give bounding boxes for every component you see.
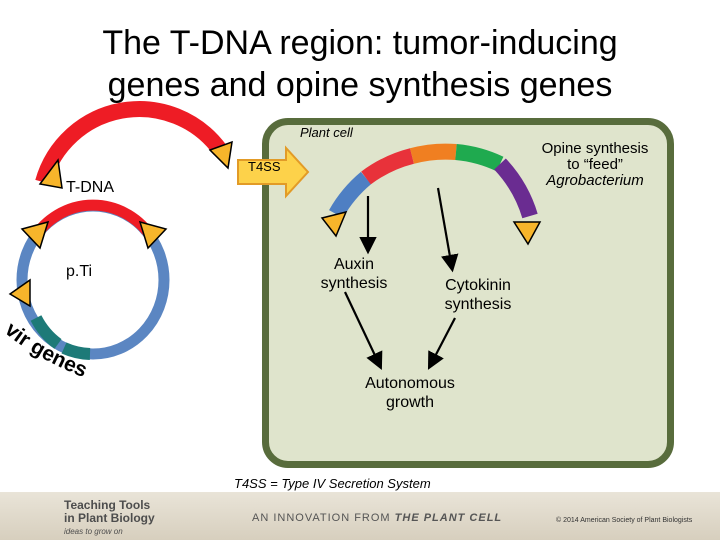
autonomous-growth-label: Autonomous growth [365, 375, 455, 411]
opine-synthesis-label [520, 141, 670, 189]
cytokinin-synthesis-label: Cytokinin synthesis [444, 277, 512, 313]
t4ss-label: T4SS [248, 159, 281, 174]
opine-line-3: Agrobacterium [546, 172, 644, 189]
innovation-journal: THE PLANT CELL [394, 512, 503, 524]
copyright-notice: © 2014 American Society of Plant Biologists [556, 517, 693, 524]
plant-cell-label: Plant cell [300, 125, 353, 140]
segment-orange [412, 152, 456, 156]
vir-genes-text: vir genes [0, 318, 91, 383]
cytokinin-to-growth-arrow [430, 318, 455, 366]
opine-line-2: to “feed” [567, 156, 623, 173]
excised-tdna-strand [43, 109, 220, 182]
segment-red [366, 156, 412, 178]
segment-blue [336, 178, 366, 214]
innovation-credit [252, 512, 502, 524]
opine-line-1: Opine synthesis [541, 140, 649, 157]
tdna-label: T-DNA [66, 179, 114, 196]
plasmid-tdna-segment [34, 205, 152, 238]
logo-text-line-1: Teaching Tools [64, 498, 151, 512]
innovation-prefix: AN INNOVATION FROM [252, 512, 391, 524]
auxin-synthesis-label: Auxin synthesis [320, 256, 388, 292]
cytokinin-arrow [438, 188, 452, 268]
title-line-1: The T-DNA region: tumor-inducing [102, 24, 618, 62]
segment-green [456, 152, 500, 164]
logo-tagline: ideas to grow on [64, 527, 123, 536]
auxin-to-growth-arrow [345, 292, 380, 366]
vir-genes-label [0, 318, 110, 388]
border-marker [514, 222, 540, 244]
border-marker [322, 212, 346, 236]
t4ss-definition: T4SS = Type IV Secretion System [234, 476, 431, 491]
logo-text-line-2: in Plant Biology [64, 511, 155, 525]
svg-text:vir genes [1, 318, 91, 382]
title-line-2: genes and opine synthesis genes [107, 66, 613, 104]
pti-label: p.Ti [66, 263, 93, 280]
